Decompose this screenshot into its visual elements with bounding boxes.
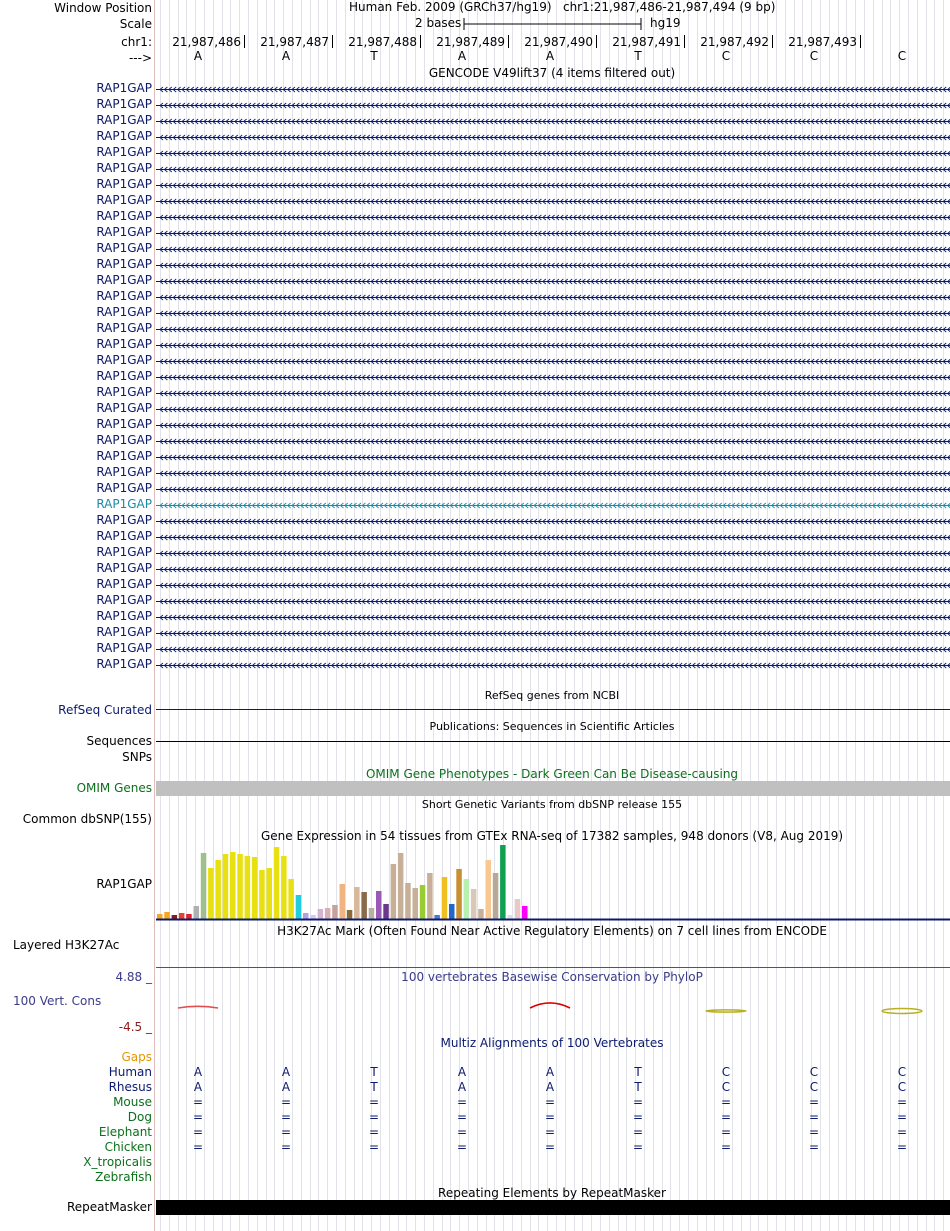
gtex-bar[interactable] <box>318 909 324 919</box>
position-text: chr1:21,987,486-21,987,494 (9 bp) <box>562 0 776 14</box>
omim-title: OMIM Gene Phenotypes - Dark Green Can Be Disease-causing <box>365 767 739 781</box>
refseq-label[interactable]: RefSeq Curated <box>58 703 152 717</box>
base-letter: A <box>545 49 555 63</box>
gtex-bar[interactable] <box>442 877 448 919</box>
alignment-base: = <box>456 1140 468 1154</box>
gencode-transcript[interactable] <box>156 229 950 238</box>
alignment-base: A <box>193 1080 203 1094</box>
base-letter: T <box>634 49 642 63</box>
gencode-transcript[interactable] <box>156 581 950 590</box>
alignment-base: = <box>896 1125 908 1139</box>
gencode-gene-label[interactable]: RAP1GAP <box>96 321 152 335</box>
gencode-transcript[interactable] <box>156 501 950 510</box>
gtex-bar[interactable] <box>332 905 338 919</box>
gencode-transcript[interactable] <box>156 325 950 334</box>
species-label[interactable]: Chicken <box>104 1140 152 1154</box>
gencode-transcript[interactable] <box>156 261 950 270</box>
position-tick-label: 21,987,492 <box>700 35 769 49</box>
base-letter: A <box>457 49 467 63</box>
gtex-bar[interactable] <box>296 895 302 919</box>
gtex-bar[interactable] <box>274 847 280 919</box>
window-position-label: Window Position <box>54 1 152 15</box>
gencode-transcript[interactable] <box>156 213 950 222</box>
omim-label[interactable]: OMIM Genes <box>76 781 152 795</box>
alignment-base: C <box>897 1080 907 1094</box>
gencode-gene-label[interactable]: RAP1GAP <box>96 257 152 271</box>
alignment-base: C <box>721 1065 731 1079</box>
refseq-title: RefSeq genes from NCBI <box>484 689 620 702</box>
gencode-gene-label[interactable]: RAP1GAP <box>96 513 152 527</box>
gencode-transcript[interactable] <box>156 181 950 190</box>
phylop-max-label: 4.88 _ <box>115 970 152 984</box>
alignment-base: = <box>808 1095 820 1109</box>
alignment-base: = <box>280 1125 292 1139</box>
repeatmasker-label[interactable]: RepeatMasker <box>66 1200 152 1214</box>
position-tick <box>684 35 685 48</box>
alignment-base: = <box>544 1125 556 1139</box>
gtex-bar[interactable] <box>456 869 462 919</box>
alignment-base: = <box>192 1140 204 1154</box>
gencode-transcript[interactable] <box>156 133 950 142</box>
gencode-title: GENCODE V49lift37 (4 items filtered out) <box>428 66 676 80</box>
gencode-gene-label[interactable]: RAP1GAP <box>96 609 152 623</box>
publications-title: Publications: Sequences in Scientific Articles <box>429 720 675 733</box>
gencode-gene-label[interactable]: RAP1GAP <box>96 497 152 511</box>
assembly-title <box>349 0 775 14</box>
gencode-transcript[interactable] <box>156 469 950 478</box>
multiz-title: Multiz Alignments of 100 Vertebrates <box>440 1036 664 1050</box>
gencode-gene-label[interactable]: RAP1GAP <box>96 657 152 671</box>
alignment-base: = <box>456 1095 468 1109</box>
gtex-bar[interactable] <box>259 870 265 919</box>
h3k27ac-title: H3K27Ac Mark (Often Found Near Active Regulatory Elements) on 7 cell lines from ENCODE <box>277 924 827 938</box>
position-tick <box>860 35 861 48</box>
phylop-label[interactable]: 100 Vert. Cons <box>13 994 102 1008</box>
alignment-base: = <box>808 1110 820 1124</box>
gencode-gene-label[interactable]: RAP1GAP <box>96 209 152 223</box>
gtex-bar[interactable] <box>179 913 185 919</box>
gencode-transcript[interactable] <box>156 661 950 670</box>
alignment-base: T <box>634 1080 642 1094</box>
alignment-base: = <box>280 1095 292 1109</box>
position-tick <box>244 35 245 48</box>
alignment-base: = <box>456 1110 468 1124</box>
gtex-bar[interactable] <box>500 845 506 919</box>
snps-label[interactable]: SNPs <box>122 750 152 764</box>
gencode-transcript[interactable] <box>156 85 950 94</box>
gtex-bar[interactable] <box>347 910 353 919</box>
gtex-bar[interactable] <box>413 888 419 919</box>
gencode-gene-label[interactable]: RAP1GAP <box>96 465 152 479</box>
alignment-base: = <box>632 1140 644 1154</box>
refseq-line[interactable] <box>156 709 950 710</box>
alignment-base: = <box>192 1095 204 1109</box>
alignment-base: C <box>809 1065 819 1079</box>
position-tick-label: 21,987,489 <box>436 35 505 49</box>
species-label[interactable]: Elephant <box>98 1125 152 1139</box>
gtex-label[interactable]: RAP1GAP <box>96 877 152 891</box>
gtex-bar[interactable] <box>522 906 528 919</box>
alignment-base: A <box>281 1080 291 1094</box>
alignment-base: = <box>632 1110 644 1124</box>
omim-bar[interactable] <box>156 781 950 796</box>
gtex-bar[interactable] <box>434 915 440 919</box>
gencode-gene-label[interactable]: RAP1GAP <box>96 481 152 495</box>
phylop-mark <box>530 1003 570 1008</box>
gtex-bar[interactable] <box>267 868 273 919</box>
gencode-gene-label[interactable]: RAP1GAP <box>96 145 152 159</box>
gtex-bar[interactable] <box>325 908 331 919</box>
phylop-mark <box>882 1008 922 1013</box>
species-label[interactable]: Human <box>108 1065 152 1079</box>
alignment-base: = <box>720 1125 732 1139</box>
gencode-transcript[interactable] <box>156 165 950 174</box>
gtex-bar[interactable] <box>354 887 360 919</box>
position-tick <box>508 35 509 48</box>
alignment-base: A <box>457 1080 467 1094</box>
alignment-base: = <box>368 1095 380 1109</box>
gencode-transcript[interactable] <box>156 309 950 318</box>
h3k27ac-baseline <box>156 967 950 968</box>
alignment-base: = <box>368 1110 380 1124</box>
alignment-base: = <box>896 1140 908 1154</box>
gtex-bar[interactable] <box>376 891 382 919</box>
gencode-transcript[interactable] <box>156 437 950 446</box>
phylop-plot[interactable] <box>156 980 950 1030</box>
gencode-gene-label[interactable]: RAP1GAP <box>96 577 152 591</box>
species-label[interactable]: Dog <box>127 1110 152 1124</box>
gencode-gene-label[interactable]: RAP1GAP <box>96 129 152 143</box>
scale-bases: 2 bases <box>415 16 462 30</box>
gtex-bar[interactable] <box>164 912 170 919</box>
scale-label: Scale <box>119 17 152 31</box>
gtex-bar[interactable] <box>405 883 411 919</box>
gencode-transcript[interactable] <box>156 517 950 526</box>
gtex-bar[interactable] <box>245 856 251 919</box>
gtex-bar[interactable] <box>383 904 389 919</box>
gtex-bar[interactable] <box>172 915 178 919</box>
gencode-gene-label[interactable]: RAP1GAP <box>96 369 152 383</box>
species-label[interactable]: Mouse <box>113 1095 152 1109</box>
alignment-base: = <box>896 1110 908 1124</box>
gtex-bar[interactable] <box>310 915 316 919</box>
gencode-transcript[interactable] <box>156 357 950 366</box>
gtex-bar[interactable] <box>398 853 404 919</box>
gtex-bar[interactable] <box>230 852 236 919</box>
gencode-gene-label[interactable]: RAP1GAP <box>96 529 152 543</box>
sequences-line[interactable] <box>156 741 950 742</box>
gtex-bar[interactable] <box>464 879 470 919</box>
alignment-base: = <box>896 1095 908 1109</box>
phylop-mark <box>178 1006 218 1008</box>
position-tick <box>420 35 421 48</box>
alignment-base: C <box>809 1080 819 1094</box>
gencode-transcript[interactable] <box>156 421 950 430</box>
gencode-gene-label[interactable]: RAP1GAP <box>96 225 152 239</box>
alignment-base: = <box>280 1140 292 1154</box>
position-tick <box>596 35 597 48</box>
base-letter: C <box>897 49 907 63</box>
gencode-gene-label[interactable]: RAP1GAP <box>96 401 152 415</box>
alignment-base: = <box>544 1095 556 1109</box>
position-tick-label: 21,987,490 <box>524 35 593 49</box>
gtex-bar[interactable] <box>449 904 455 919</box>
gencode-transcript[interactable] <box>156 277 950 286</box>
gencode-gene-label[interactable]: RAP1GAP <box>96 273 152 287</box>
gtex-bar[interactable] <box>420 885 426 919</box>
gencode-transcript[interactable] <box>156 533 950 542</box>
gtex-bar[interactable] <box>208 868 214 919</box>
gtex-bar[interactable] <box>478 909 484 919</box>
gencode-gene-label[interactable]: RAP1GAP <box>96 545 152 559</box>
gencode-transcript[interactable] <box>156 565 950 574</box>
alignment-base: = <box>720 1110 732 1124</box>
gtex-bar[interactable] <box>493 873 499 919</box>
gtex-bar[interactable] <box>252 857 258 919</box>
alignment-base: = <box>544 1140 556 1154</box>
species-label[interactable]: Zebrafish <box>95 1170 152 1184</box>
gtex-bar[interactable] <box>194 906 200 919</box>
position-tick-label: 21,987,491 <box>612 35 681 49</box>
phylop-title: 100 vertebrates Basewise Conservation by PhyloP <box>401 970 703 984</box>
species-label[interactable]: X_tropicalis <box>83 1155 152 1169</box>
gencode-transcript[interactable] <box>156 549 950 558</box>
gtex-bar[interactable] <box>515 899 521 919</box>
alignment-base: C <box>721 1080 731 1094</box>
repeatmasker-title: Repeating Elements by RepeatMasker <box>438 1186 666 1200</box>
gencode-gene-label[interactable]: RAP1GAP <box>96 81 152 95</box>
species-label[interactable]: Rhesus <box>108 1080 152 1094</box>
alignment-base: T <box>370 1080 378 1094</box>
chrom-label: chr1: <box>121 35 152 49</box>
gtex-bar[interactable] <box>369 908 375 919</box>
gtex-bar[interactable] <box>186 914 192 919</box>
gencode-transcript[interactable] <box>156 645 950 654</box>
position-tick-label: 21,987,486 <box>172 35 241 49</box>
gtex-bar[interactable] <box>223 854 229 919</box>
gencode-gene-label[interactable]: RAP1GAP <box>96 625 152 639</box>
alignment-base: T <box>634 1065 642 1079</box>
gencode-transcript[interactable] <box>156 149 950 158</box>
gtex-title: Gene Expression in 54 tissues from GTEx RNA-seq of 17382 samples, 948 donors (V8, Aug 2019) <box>260 829 844 843</box>
gtex-bar-chart[interactable] <box>156 844 950 920</box>
alignment-base: = <box>544 1110 556 1124</box>
alignment-base: = <box>368 1125 380 1139</box>
position-tick-label: 21,987,493 <box>788 35 857 49</box>
strand-label: ---> <box>128 51 152 65</box>
alignment-base: = <box>192 1125 204 1139</box>
gtex-bar[interactable] <box>340 884 346 919</box>
gtex-bar[interactable] <box>215 860 221 919</box>
gtex-bar[interactable] <box>391 864 397 919</box>
gtex-bar[interactable] <box>201 853 207 919</box>
gtex-bar[interactable] <box>157 914 163 919</box>
alignment-base: A <box>281 1065 291 1079</box>
gencode-transcript[interactable] <box>156 485 950 494</box>
dbsnp-label[interactable]: Common dbSNP(155) <box>22 812 152 826</box>
sequences-label[interactable]: Sequences <box>86 734 152 748</box>
alignment-base: = <box>808 1140 820 1154</box>
phylop-mark <box>706 1010 746 1012</box>
position-tick-label: 21,987,488 <box>348 35 417 49</box>
gaps-label: Gaps <box>121 1050 152 1064</box>
alignment-base: = <box>720 1095 732 1109</box>
assembly-text: Human Feb. 2009 (GRCh37/hg19) <box>349 0 552 14</box>
gtex-bar[interactable] <box>507 915 513 919</box>
gencode-gene-label[interactable]: RAP1GAP <box>96 289 152 303</box>
position-tick-label: 21,987,487 <box>260 35 329 49</box>
gencode-gene-label[interactable]: RAP1GAP <box>96 113 152 127</box>
alignment-base: = <box>632 1125 644 1139</box>
gtex-bar[interactable] <box>486 860 492 919</box>
base-letter: A <box>193 49 203 63</box>
gencode-gene-label[interactable]: RAP1GAP <box>96 97 152 111</box>
gencode-transcript[interactable] <box>156 341 950 350</box>
alignment-base: = <box>280 1110 292 1124</box>
base-letter: A <box>281 49 291 63</box>
alignment-base: C <box>897 1065 907 1079</box>
gencode-transcript[interactable] <box>156 117 950 126</box>
label-divider <box>154 0 155 1231</box>
gencode-gene-label[interactable]: RAP1GAP <box>96 449 152 463</box>
gencode-gene-label[interactable]: RAP1GAP <box>96 385 152 399</box>
gencode-transcript[interactable] <box>156 405 950 414</box>
position-tick <box>772 35 773 48</box>
base-letter: C <box>721 49 731 63</box>
gencode-transcript[interactable] <box>156 373 950 382</box>
gencode-gene-label[interactable]: RAP1GAP <box>96 641 152 655</box>
gencode-transcript[interactable] <box>156 453 950 462</box>
scale-bar <box>463 17 643 31</box>
gencode-transcript[interactable] <box>156 389 950 398</box>
gencode-gene-label[interactable]: RAP1GAP <box>96 417 152 431</box>
alignment-base: T <box>370 1065 378 1079</box>
alignment-base: = <box>192 1110 204 1124</box>
alignment-base: A <box>193 1065 203 1079</box>
gencode-gene-label[interactable]: RAP1GAP <box>96 561 152 575</box>
gencode-gene-label[interactable]: RAP1GAP <box>96 337 152 351</box>
h3k27ac-label[interactable]: Layered H3K27Ac <box>13 938 120 952</box>
gencode-gene-label[interactable]: RAP1GAP <box>96 193 152 207</box>
alignment-base: A <box>545 1080 555 1094</box>
gencode-gene-label[interactable]: RAP1GAP <box>96 177 152 191</box>
phylop-min-label: -4.5 _ <box>118 1020 152 1034</box>
repeatmasker-bar[interactable] <box>156 1200 950 1215</box>
gencode-gene-label[interactable]: RAP1GAP <box>96 433 152 447</box>
position-tick <box>332 35 333 48</box>
gtex-bar[interactable] <box>471 889 477 919</box>
gencode-gene-label[interactable]: RAP1GAP <box>96 593 152 607</box>
dbsnp-title: Short Genetic Variants from dbSNP release 155 <box>421 798 683 811</box>
alignment-base: = <box>720 1140 732 1154</box>
gencode-transcript[interactable] <box>156 613 950 622</box>
alignment-base: = <box>808 1125 820 1139</box>
gencode-transcript[interactable] <box>156 293 950 302</box>
gencode-transcript[interactable] <box>156 597 950 606</box>
gencode-transcript[interactable] <box>156 629 950 638</box>
gencode-gene-label[interactable]: RAP1GAP <box>96 353 152 367</box>
alignment-base: = <box>368 1140 380 1154</box>
scale-db: hg19 <box>650 16 681 30</box>
gtex-bar[interactable] <box>237 854 243 919</box>
gtex-bar[interactable] <box>281 856 287 919</box>
gencode-transcript[interactable] <box>156 101 950 110</box>
gencode-transcript[interactable] <box>156 245 950 254</box>
gtex-bar[interactable] <box>361 892 367 919</box>
alignment-base: A <box>457 1065 467 1079</box>
gencode-gene-label[interactable]: RAP1GAP <box>96 241 152 255</box>
gtex-bar[interactable] <box>303 913 309 919</box>
base-letter: C <box>809 49 819 63</box>
alignment-base: = <box>632 1095 644 1109</box>
alignment-base: = <box>456 1125 468 1139</box>
gencode-gene-label[interactable]: RAP1GAP <box>96 305 152 319</box>
alignment-base: A <box>545 1065 555 1079</box>
base-letter: T <box>370 49 378 63</box>
gtex-bar[interactable] <box>288 879 294 919</box>
gencode-transcript[interactable] <box>156 197 950 206</box>
gencode-gene-label[interactable]: RAP1GAP <box>96 161 152 175</box>
gtex-bar[interactable] <box>427 873 433 919</box>
